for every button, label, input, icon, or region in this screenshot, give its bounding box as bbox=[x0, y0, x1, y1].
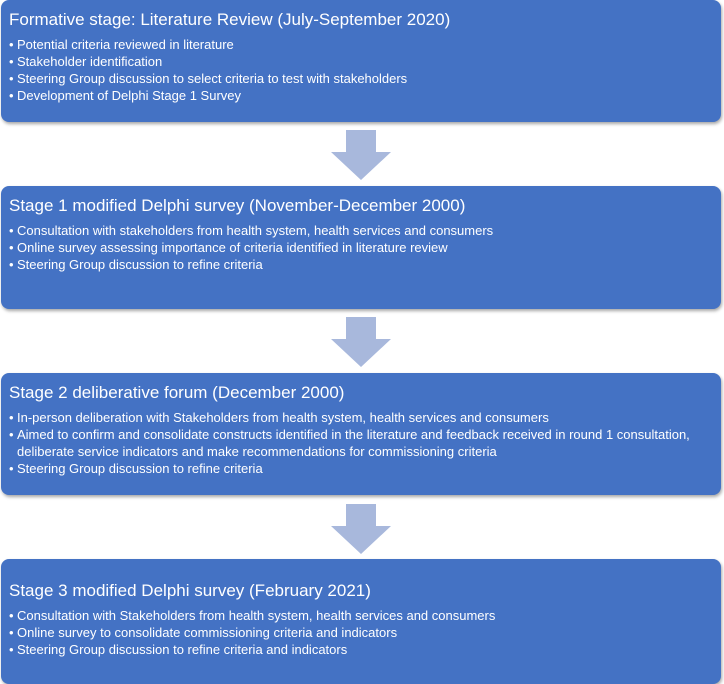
stage-box-stage-2 bbox=[1, 373, 721, 495]
bullet-item: • Steering Group discussion to refine criteria bbox=[9, 460, 713, 477]
stage-title: Stage 2 deliberative forum (December 2000) bbox=[9, 383, 345, 402]
bullet-list bbox=[9, 36, 713, 104]
stage-box-stage-3 bbox=[1, 559, 721, 684]
bullet-list bbox=[9, 607, 713, 658]
bullet-item: • Consultation with Stakeholders from health system, health services and consumers bbox=[9, 607, 713, 624]
bullet-item: • Potential criteria reviewed in literature bbox=[9, 36, 713, 53]
down-arrow-icon bbox=[331, 504, 391, 554]
stage-box-stage-1 bbox=[1, 186, 721, 309]
bullet-list bbox=[9, 222, 713, 273]
stage-title: Stage 3 modified Delphi survey (February 2021) bbox=[9, 581, 371, 600]
down-arrow-icon bbox=[331, 130, 391, 180]
bullet-item: • Stakeholder identification bbox=[9, 53, 713, 70]
bullet-item: • Consultation with stakeholders from health system, health services and consumers bbox=[9, 222, 713, 239]
bullet-list bbox=[9, 409, 713, 477]
down-arrow-icon bbox=[331, 317, 391, 367]
bullet-item: • In-person deliberation with Stakeholders from health system, health services and consumers bbox=[9, 409, 713, 426]
bullet-item: • Steering Group discussion to refine criteria bbox=[9, 256, 713, 273]
bullet-item: • Steering Group discussion to refine criteria and indicators bbox=[9, 641, 713, 658]
bullet-item: • Steering Group discussion to select criteria to test with stakeholders bbox=[9, 70, 713, 87]
stage-box-formative bbox=[1, 0, 721, 122]
stage-title: Formative stage: Literature Review (July-September 2020) bbox=[9, 10, 451, 29]
bullet-item: • Online survey to consolidate commissioning criteria and indicators bbox=[9, 624, 713, 641]
bullet-item: • Development of Delphi Stage 1 Survey bbox=[9, 87, 713, 104]
bullet-item: • Online survey assessing importance of criteria identified in literature review bbox=[9, 239, 713, 256]
bullet-item: • Aimed to confirm and consolidate constructs identified in the literature and feedback received in round 1 consultation, deliberate service indicators and make recommendations for commissioning criteria bbox=[9, 426, 713, 460]
stage-title: Stage 1 modified Delphi survey (November-December 2000) bbox=[9, 196, 466, 215]
